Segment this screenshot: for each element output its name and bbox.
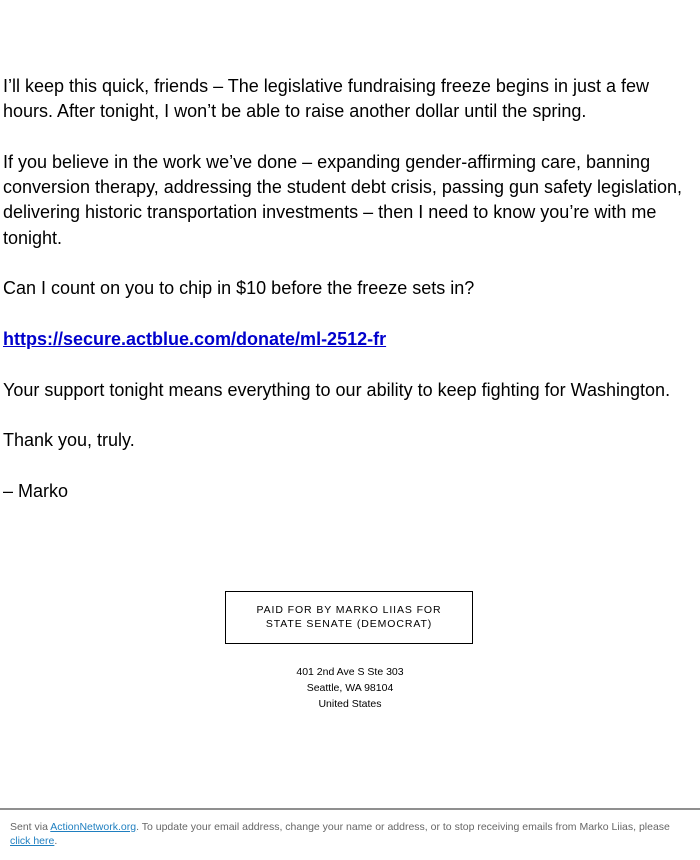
paragraph-intro: I’ll keep this quick, friends – The legislative fundraising freeze begins in just a few hours. After tonight, I won’t be able to raise another dollar until the spring. <box>3 76 650 122</box>
paragraph-support: Your support tonight means everything to our ability to keep fighting for Washington. <box>3 379 671 400</box>
address-line-street: 401 2nd Ave S Ste 303 <box>296 666 404 678</box>
footer-suffix: . <box>54 835 58 847</box>
footer-prefix: Sent via <box>10 821 51 833</box>
address-line-country: United States <box>318 698 382 710</box>
donate-link[interactable]: https://secure.actblue.com/donate/ml-2512-fr <box>3 328 387 349</box>
address-line-city: Seattle, WA 98104 <box>306 682 394 694</box>
footer-middle-text: . To update your email address, change your name or address, or to stop receiving emails from Marko Liias, please <box>136 821 670 833</box>
signature: – Marko <box>3 480 69 501</box>
paragraph-ask: Can I count on you to chip in $10 before the freeze sets in? <box>3 278 475 299</box>
donate-link-paragraph <box>3 327 693 352</box>
paragraph-thanks: Thank you, truly. <box>3 430 135 451</box>
actionnetwork-link[interactable]: ActionNetwork.org <box>50 821 137 833</box>
email-footer <box>10 820 690 848</box>
paragraph-accomplishments: If you believe in the work we’ve done – expanding gender-affirming care, banning conversion therapy, addressing the student debt crisis, passing gun safety legislation, delivering historic transportation investments – then I need to know you’re with me tonight. <box>3 151 683 248</box>
disclaimer-text: PAID FOR BY MARKO LIIAS FOR STATE SENATE (DEMOCRAT) <box>256 604 442 630</box>
paid-for-disclaimer <box>225 591 473 644</box>
footer-divider <box>0 808 700 810</box>
mailing-address <box>200 664 500 712</box>
email-body <box>3 74 693 529</box>
unsubscribe-link[interactable]: click here <box>10 835 55 847</box>
